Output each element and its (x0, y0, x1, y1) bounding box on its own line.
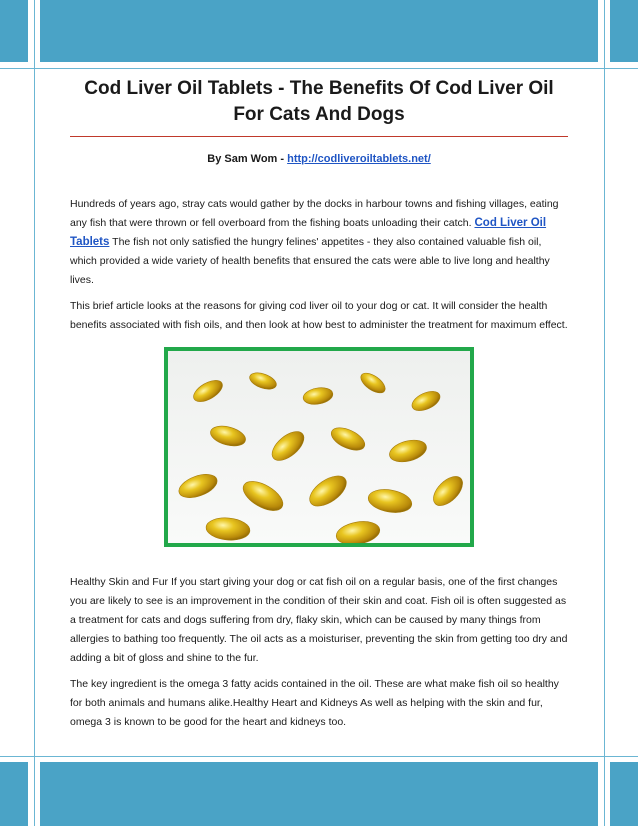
page-title: Cod Liver Oil Tablets - The Benefits Of Cod Liver Oil For Cats And Dogs (84, 78, 554, 125)
frame-block-bottom (40, 762, 598, 826)
article (70, 76, 568, 739)
cod-liver-oil-tablets-link[interactable]: Cod Liver Oil Tablets (70, 217, 547, 248)
frame-block-bottom-right (610, 762, 638, 826)
frame-block-top-left (0, 0, 28, 62)
byline-author: By Sam Wom - (207, 153, 288, 165)
frame-line-left (34, 0, 35, 826)
frame-line-top (0, 68, 638, 69)
byline (70, 153, 568, 165)
paragraph-overview: This brief article looks at the reasons for giving cod liver oil to your dog or cat. It will consider the health benefits associated with fish oils, and then look at how best to administer the treatment for maximum effect. (70, 300, 568, 331)
fish-oil-capsules-image (164, 347, 474, 547)
byline-url-link[interactable]: http://codliveroiltablets.net/ (287, 153, 431, 165)
frame-line-right (604, 0, 605, 826)
paragraph-omega-3: The key ingredient is the omega 3 fatty acids contained in the oil. These are what make fish oil so healthy for both animals and humans alike.Healthy Heart and Kidneys As well as helping with the skin and fur, omega 3 is known to be good for the heart and kidneys too. (70, 678, 559, 728)
frame-block-bottom-left (0, 762, 28, 826)
paragraph-intro-text-cont: The fish not only satisfied the hungry felines' appetites - they also contained valuable fish oil, which provided a wide variety of health benefits that ensured the cats were able to live long and healthy lives. (70, 236, 550, 286)
frame-block-top-right (610, 0, 638, 62)
capsules-illustration (168, 351, 470, 543)
paragraph-healthy-skin: Healthy Skin and Fur If you start giving your dog or cat fish oil on a regular basis, one of the first changes you are likely to see is an improvement in the condition of their skin and coat. Fish oil is often suggested as a treatment for cats and dogs suffering from dry, flaky skin, which can be caused by many things from allergies to bathing too frequently. The oil acts as a moisturiser, preventing the skin from getting too dry and adding a bit of gloss and shine to the fur. (70, 576, 568, 664)
frame-block-top (40, 0, 598, 62)
paragraph-intro (70, 195, 568, 290)
title-divider (70, 136, 568, 137)
paragraph-intro-text: Hundreds of years ago, stray cats would gather by the docks in harbour towns and fishing villages, eating any fish that were thrown or fell overboard from the fishing boats unloading their catch. (70, 198, 559, 229)
frame-line-bottom (0, 756, 638, 757)
